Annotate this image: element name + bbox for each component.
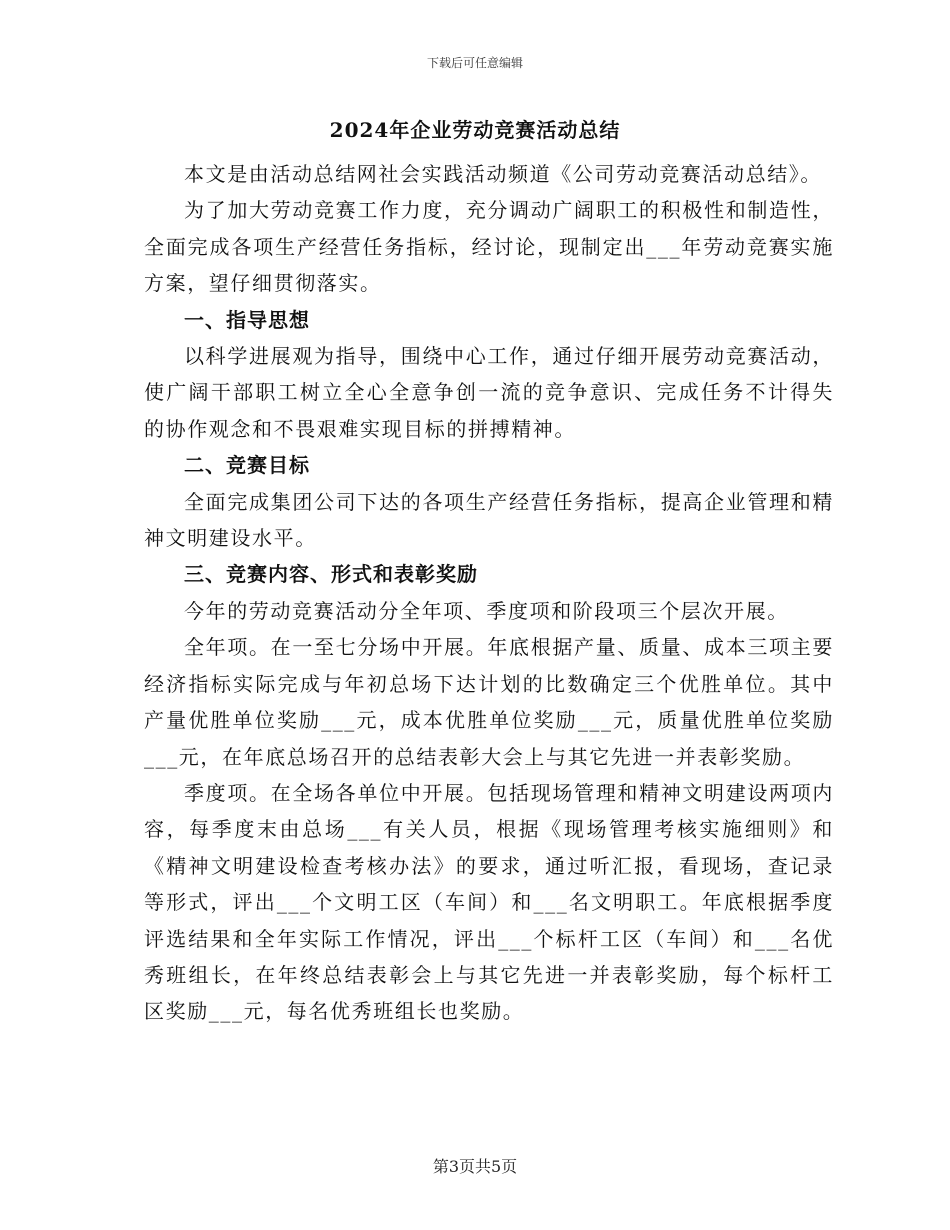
purpose-paragraph: 为了加大劳动竞赛工作力度，充分调动广阔职工的积极性和制造性，全面完成各项生产经营任务指标，经讨论，现制定出___年劳动竞赛实施方案，望仔细贯彻落实。 (144, 198, 834, 296)
guiding-ideology-paragraph: 以科学进展观为指导，围绕中心工作，通过仔细开展劳动竞赛活动，使广阔干部职工树立全心全意争创一流的竞争意识、完成任务不计得失的协作观念和不畏艰难实现目标的拼搏精神。 (144, 344, 834, 441)
header-note: 下载后可任意编辑 (426, 56, 523, 70)
page-number: 第3页共5页 (432, 1157, 518, 1176)
competition-goals-paragraph: 全面完成集团公司下达的各项生产经营任务指标，提高企业管理和精神文明建设水平。 (144, 489, 834, 551)
section-heading-guiding-ideology: 一、指导思想 (184, 307, 310, 332)
content-intro-paragraph: 今年的劳动竞赛活动分全年项、季度项和阶段项三个层次开展。 (184, 598, 789, 623)
document-title: 2024年企业劳动竞赛活动总结 (329, 118, 621, 142)
document-body (144, 156, 834, 1030)
annual-item-paragraph: 全年项。在一至七分场中开展。年底根据产量、质量、成本三项主要经济指标实际完成与年初总场下达计划的比数确定三个优胜单位。其中产量优胜单位奖励___元，成本优胜单位奖励___元，质量优胜单位奖励___元，在年底总场召开的总结表彰大会上与其它先进一并表彰奖励。 (144, 635, 834, 769)
section-heading-competition-goals: 二、竞赛目标 (184, 453, 310, 478)
intro-paragraph: 本文是由活动总结网社会实践活动频道《公司劳动竞赛活动总结》。 (184, 162, 822, 186)
section-heading-content-and-awards: 三、竞赛内容、形式和表彰奖励 (184, 562, 478, 587)
quarterly-item-paragraph: 季度项。在全场各单位中开展。包括现场管理和精神文明建设两项内容，每季度末由总场___有关人员，根据《现场管理考核实施细则》和《精神文明建设检查考核办法》的要求，通过听汇报，看现场，查记录等形式，评出___个文明工区（车间）和___名文明职工。年底根据季度评选结果和全年实际工作情况，评出___个标杆工区（车间）和___名优秀班组长，在年终总结表彰会上与其它先进一并表彰奖励，每个标杆工区奖励___元，每名优秀班组长也奖励。 (144, 780, 834, 1024)
